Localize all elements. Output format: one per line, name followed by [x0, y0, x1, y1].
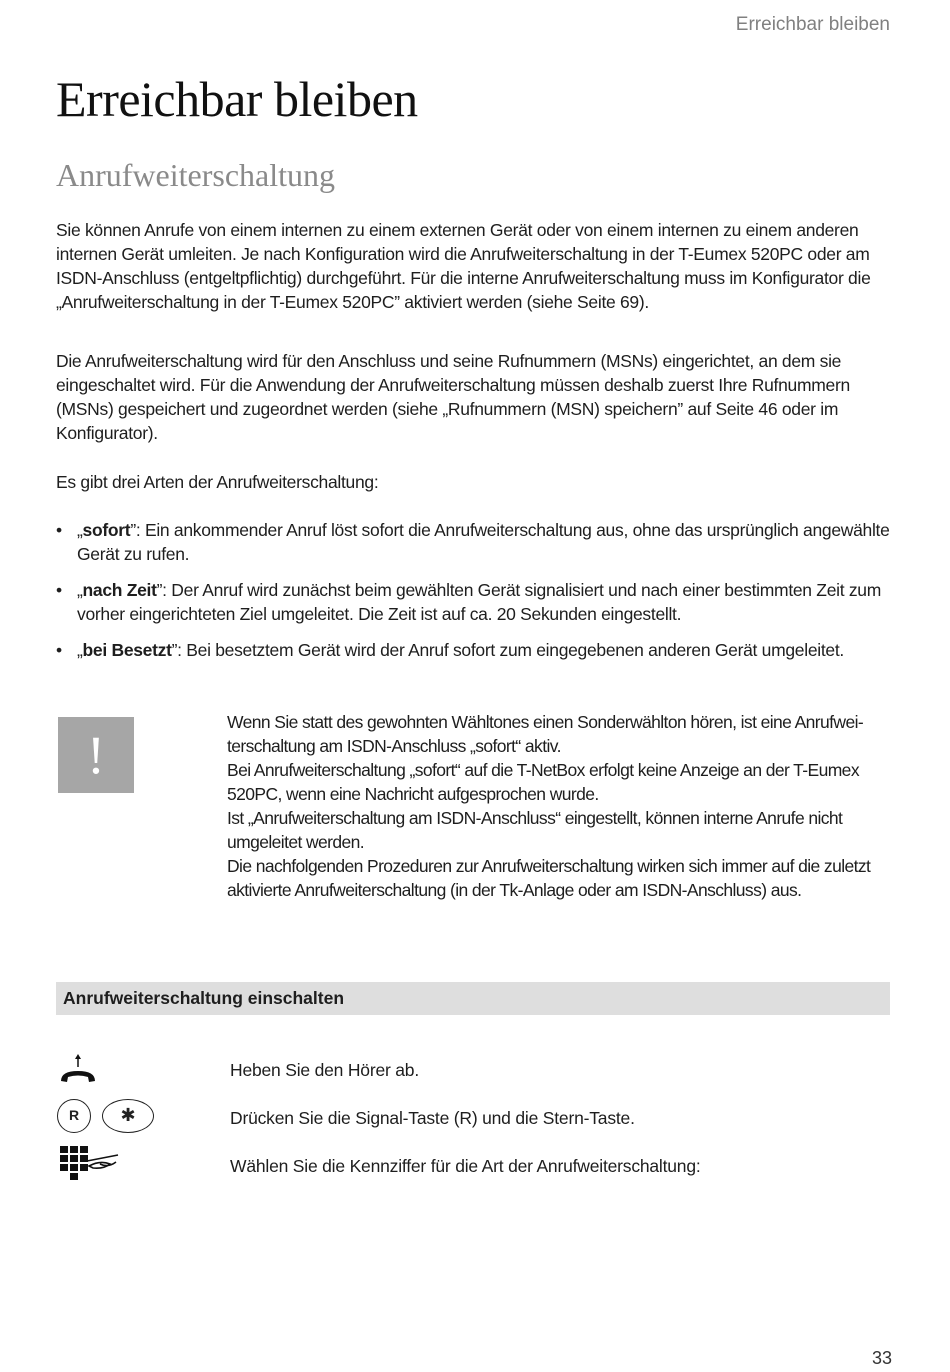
msn-paragraph: Die Anrufweiterschaltung wird für den Anschluss und seine Rufnummern (MSNs) eingerichtet, an dem sie eingeschaltet wird. Für die Anwendung der Anrufweiterschaltung müssen deshalb zuerst Ihre Rufnummern (MSNs) gespeichert und zugeordnet werden (siehe „Rufnummern (MSN) speichern” auf Seite 46 oder im Konfigurator). [56, 351, 850, 443]
note-line: Bei Anrufweiterschaltung „sofort“ auf die T-NetBox erfolgt keine Anzeige an der T-Eumex 520PC, wenn eine Nachricht aufgesprochen wurde. [227, 760, 859, 804]
term-bei-besetzt: bei Besetzt [82, 640, 172, 660]
procedure-heading-bar [56, 982, 890, 1015]
page-title: Erreichbar bleiben [56, 71, 418, 127]
bullet-text: ”: Der Anruf wird zunächst beim gewählten Gerät signalisiert und nach einer bestimmten Zeit zum vorher eingerichteten Ziel umgeleitet. Die Zeit ist auf ca. 20 Sekunden eingestellt. [77, 580, 881, 624]
star-key-icon: ✱ [102, 1099, 154, 1133]
bullet-text: ”: Ein ankommender Anruf löst sofort die Anrufweiterschaltung aus, ohne das ursprünglich angewählte Gerät zu rufen. [77, 520, 890, 564]
list-item [56, 638, 896, 662]
open-quote: „ [77, 580, 83, 600]
list-item [56, 578, 896, 626]
step-dial-code: Wählen Sie die Kennziffer für die Art der Anrufweiterschaltung: [230, 1156, 701, 1176]
note-line: Die nachfolgenden Prozeduren zur Anrufweiterschaltung wirken sich immer auf die zuletzt aktivierte Anrufweiterschaltung (in der Tk-Anlage oder am ISDN-Anschluss) aus. [227, 856, 871, 900]
term-nach-zeit: nach Zeit [82, 580, 157, 600]
open-quote: „ [77, 520, 83, 540]
r-key-icon: R [57, 1099, 91, 1133]
note-line: Wenn Sie statt des gewohnten Wähltones einen Sonderwählton hören, ist eine Anrufweiterschaltung am ISDN-Anschluss „sofort“ aktiv. [227, 712, 864, 756]
step-lift-handset: Heben Sie den Hörer ab. [230, 1060, 419, 1080]
warning-icon: ! [58, 717, 134, 793]
procedure-heading: Anrufweiterschaltung einschalten [63, 988, 345, 1008]
page-number: 33 [871, 1348, 892, 1368]
warning-note [227, 710, 892, 902]
bullet-marker: • [56, 640, 62, 660]
intro-paragraph: Sie können Anrufe von einem internen zu einem externen Gerät oder von einem internen zu einem anderen internen Gerät umleiten. Je nach Konfiguration wird die Anrufweiterschaltung in der T-Eumex 520PC oder am ISDN-Anschluss (entgeltpflichtig) durchgeführt. Für die interne Anrufweiterschaltung muss im Konfigurator die „Anrufweiterschaltung in der T-Eumex 520PC” aktiviert werden (siehe Seite 69). [56, 220, 871, 312]
keypad-dial-icon [60, 1146, 122, 1188]
section-title: Anrufweiterschaltung [56, 157, 336, 193]
list-item [56, 518, 896, 566]
term-sofort: sofort [82, 520, 131, 540]
bullet-marker: • [56, 520, 62, 540]
forwarding-types-list [56, 518, 896, 674]
handset-lift-icon [58, 1054, 102, 1086]
running-header: Erreichbar bleiben [735, 14, 890, 35]
note-line: Ist „Anrufweiterschaltung am ISDN-Anschluss“ eingestellt, können interne Anrufe nicht umgeleitet werden. [227, 808, 843, 852]
types-intro: Es gibt drei Arten der Anrufweiterschaltung: [56, 472, 379, 492]
bullet-text: ”: Bei besetztem Gerät wird der Anruf sofort zum eingegebenen anderen Gerät umgeleitet. [171, 640, 844, 660]
step-press-keys: Drücken Sie die Signal-Taste (R) und die Stern-Taste. [230, 1108, 635, 1128]
open-quote: „ [77, 640, 83, 660]
bullet-marker: • [56, 580, 62, 600]
